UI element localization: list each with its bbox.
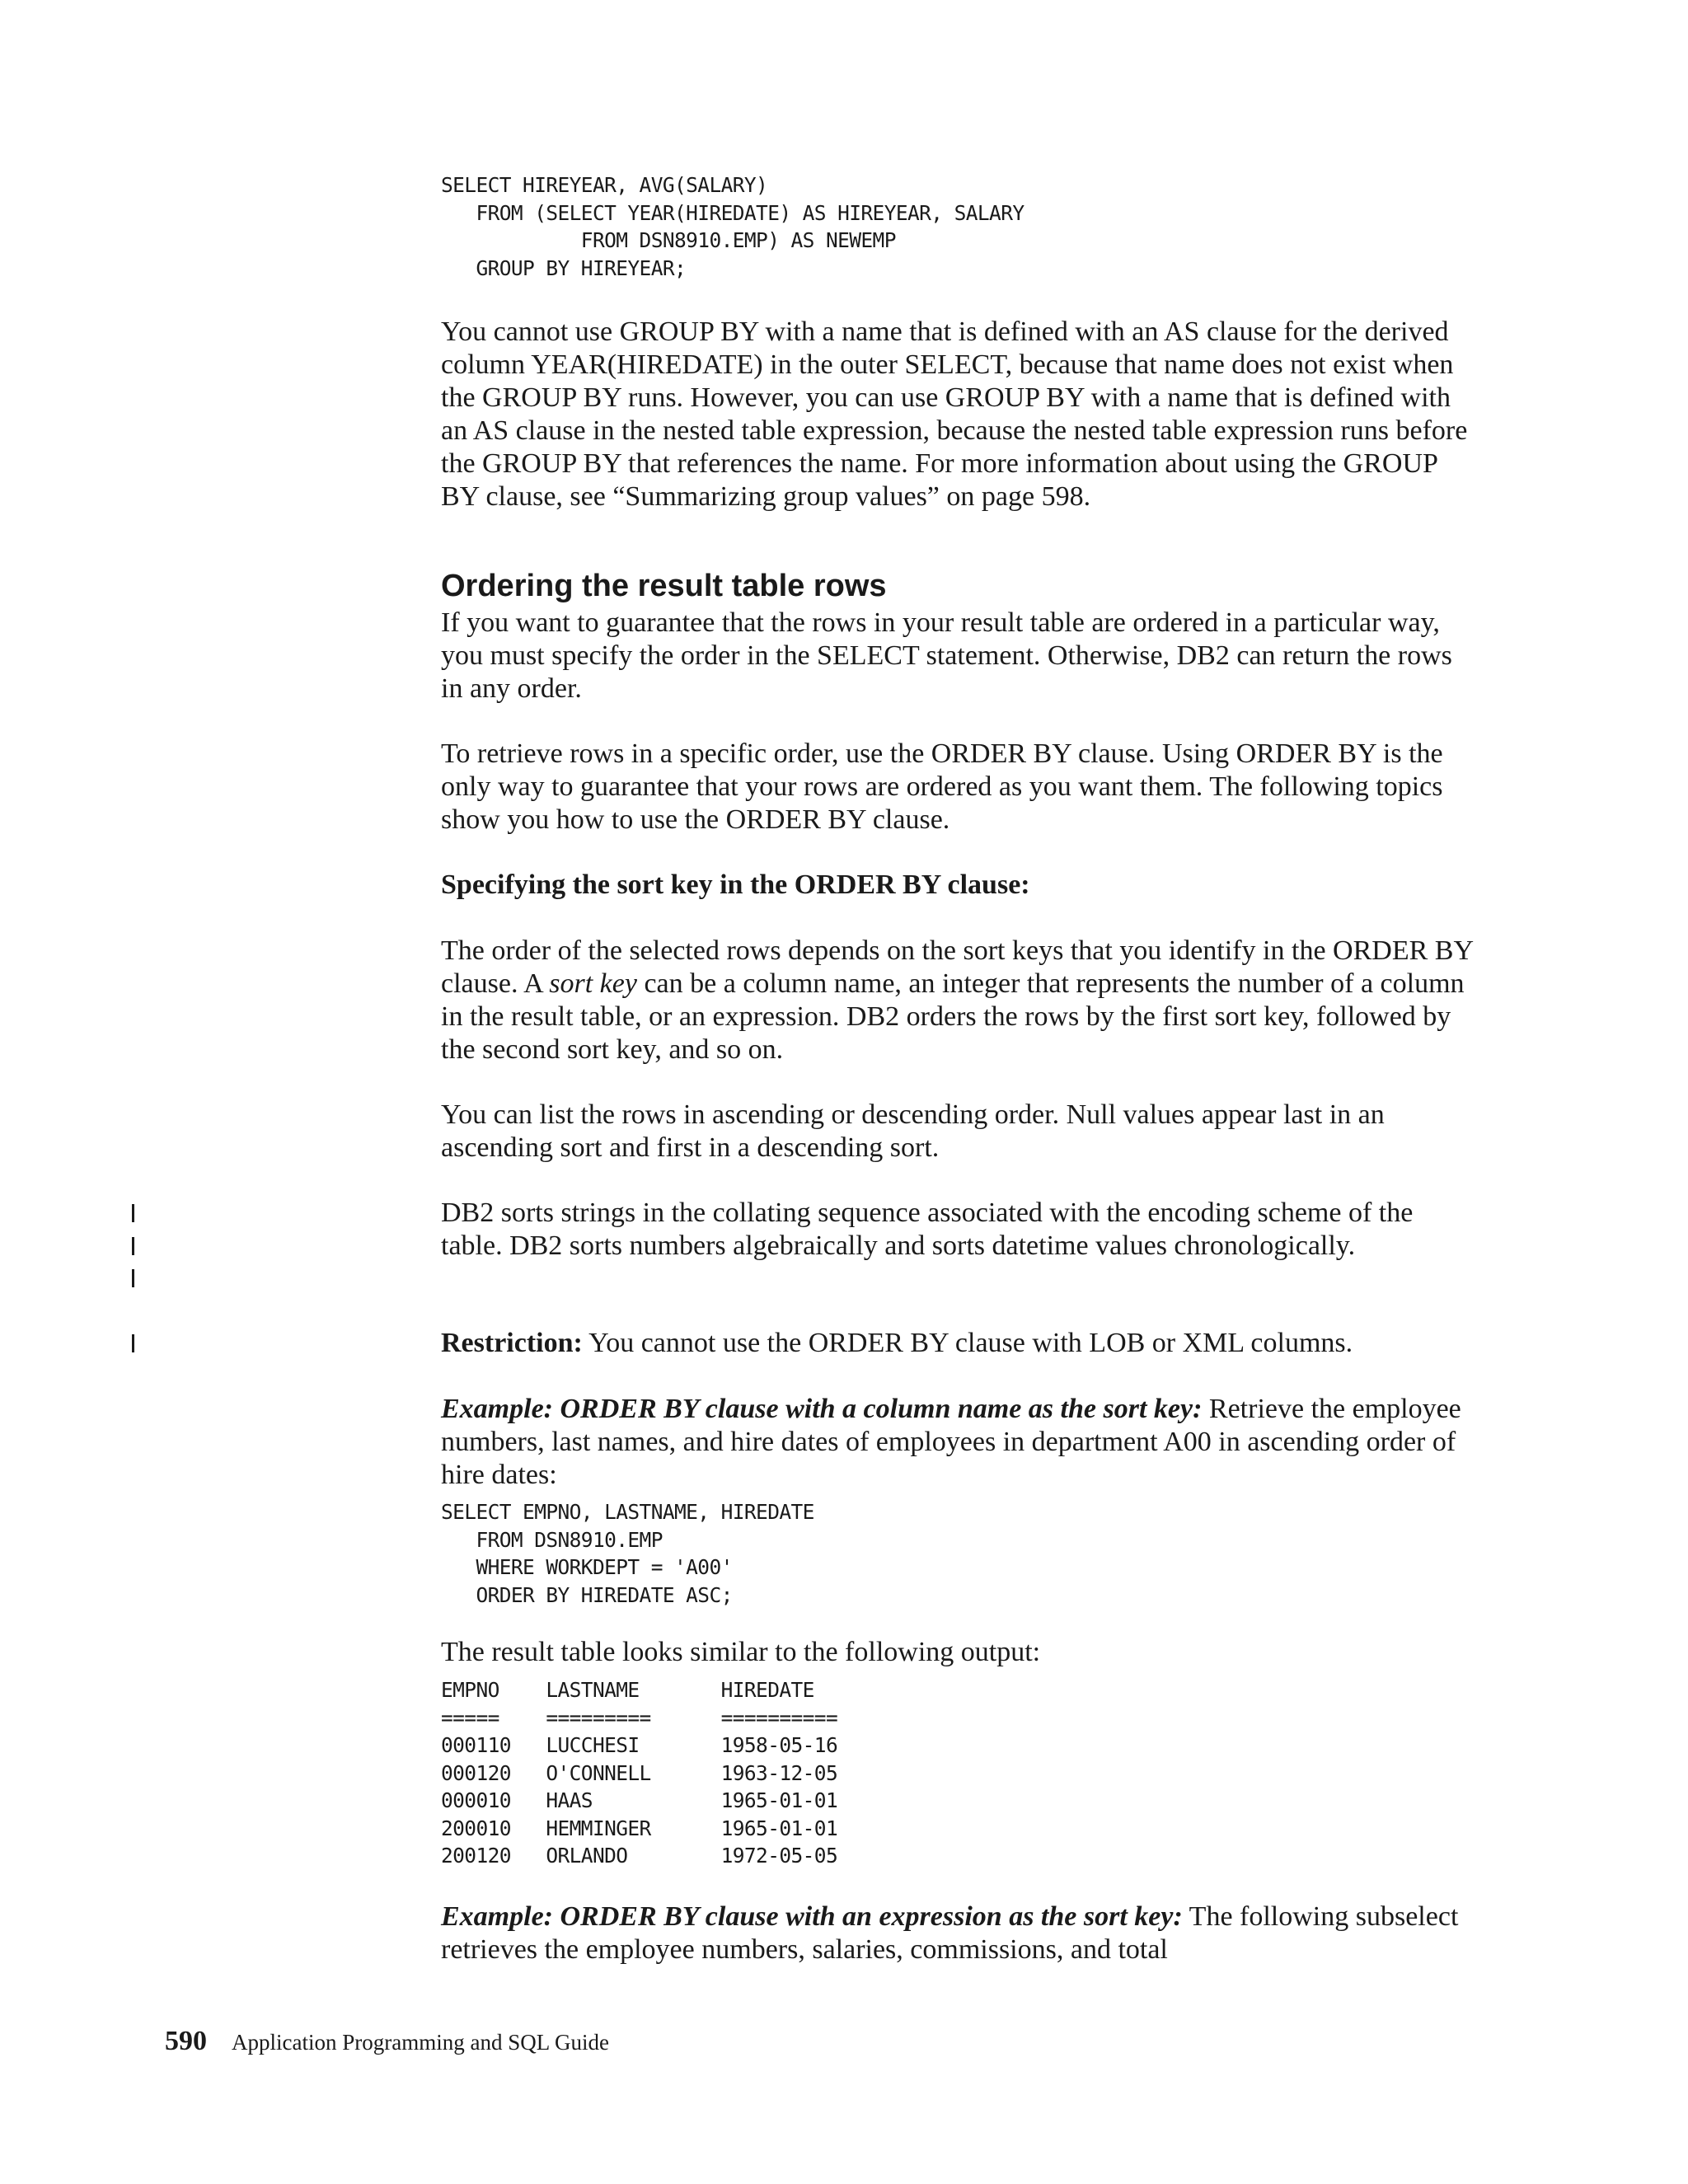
paragraph-sort-key: [441, 935, 1479, 1066]
change-bar: [132, 1237, 134, 1255]
paragraph-group-by-note: You cannot use GROUP BY with a name that is defined with an AS clause for the derived column YEAR(HIREDATE) in the outer SELECT, because that name does not exist when the GROUP BY runs. However, you can use GROUP BY with a name that is defined with an AS clause in the nested table expression, because the nested table expression runs before the GROUP BY that references the name. For more information about using the GROUP BY clause, see “Summarizing group values” on page 598.: [441, 316, 1468, 512]
example-2-text: The following subselect retrieves the employee numbers, salaries, commissions, and total: [441, 1901, 1459, 1965]
paragraph-asc-desc: You can list the rows in ascending or descending order. Null values appear last in an ascending sort and first in a descending sort.: [441, 1099, 1385, 1163]
subheading-sort-key: Specifying the sort key in the ORDER BY clause:: [441, 869, 1030, 900]
page-footer: [165, 2026, 609, 2057]
example-1-label: Example: ORDER BY clause with a column name as the sort key:: [441, 1394, 1203, 1424]
paragraph-restriction: [441, 1327, 1479, 1360]
paragraph-example-2: [441, 1900, 1479, 1966]
paragraph-result-intro: The result table looks similar to the following output:: [441, 1637, 1041, 1667]
paragraph-retrieve: To retrieve rows in a specific order, use the ORDER BY clause. Using ORDER BY is the only way to guarantee that your rows are ordered as you want them. The following topics show you how to use the ORDER BY clause.: [441, 738, 1443, 835]
sort-key-term: sort key: [549, 968, 637, 999]
sort-key-text-1: The order of the selected rows depends on the sort keys that you identify in the ORDER BY clause. A: [441, 935, 1473, 999]
change-bar: [132, 1334, 134, 1352]
change-bar: [132, 1269, 134, 1287]
code-block-group-by: SELECT HIREYEAR, AVG(SALARY) FROM (SELECT YEAR(HIREDATE) AS HIREYEAR, SALARY FROM DSN8910.EMP) AS NEWEMP GROUP BY HIREYEAR;: [441, 173, 1025, 280]
section-heading: Ordering the result table rows: [441, 569, 887, 603]
code-block-order-by: SELECT EMPNO, LASTNAME, HIREDATE FROM DSN8910.EMP WHERE WORKDEPT = 'A00' ORDER BY HIREDATE ASC;: [441, 1500, 814, 1607]
restriction-text: You cannot use the ORDER BY clause with LOB or XML columns.: [582, 1328, 1353, 1358]
example-2-label: Example: ORDER BY clause with an expression as the sort key:: [441, 1901, 1183, 1932]
paragraph-example-1: [441, 1393, 1479, 1492]
paragraph-collating: DB2 sorts strings in the collating sequence associated with the encoding scheme of the table. DB2 sorts numbers algebraically and sorts datetime values chronologically.: [441, 1197, 1414, 1261]
example-1-text: Retrieve the employee numbers, last names, and hire dates of employees in department A00 in ascending order of hire dates:: [441, 1394, 1461, 1490]
change-bar: [132, 1204, 134, 1222]
code-block-result-table: EMPNO LASTNAME HIREDATE ===== ========= ========== 000110 LUCCHESI 1958-05-16 000120 O'CONNELL 1963-12-05 000010 HAAS 1965-01-01 200010 HEMMINGER 1965-01-01 200120 ORLANDO 1972-05-05: [441, 1678, 838, 1868]
paragraph-guarantee: If you want to guarantee that the rows in your result table are ordered in a particular way, you must specify the order in the SELECT statement. Otherwise, DB2 can return the rows in any order.: [441, 607, 1452, 704]
page-number: 590: [165, 2026, 207, 2056]
book-title: Application Programming and SQL Guide: [232, 2030, 609, 2055]
sort-key-text-2: can be a column name, an integer that represents the number of a column in the result table, or an expression. DB2 orders the rows by the first sort key, followed by the second sort key, and so on.: [441, 968, 1465, 1065]
restriction-label: Restriction:: [441, 1328, 583, 1358]
